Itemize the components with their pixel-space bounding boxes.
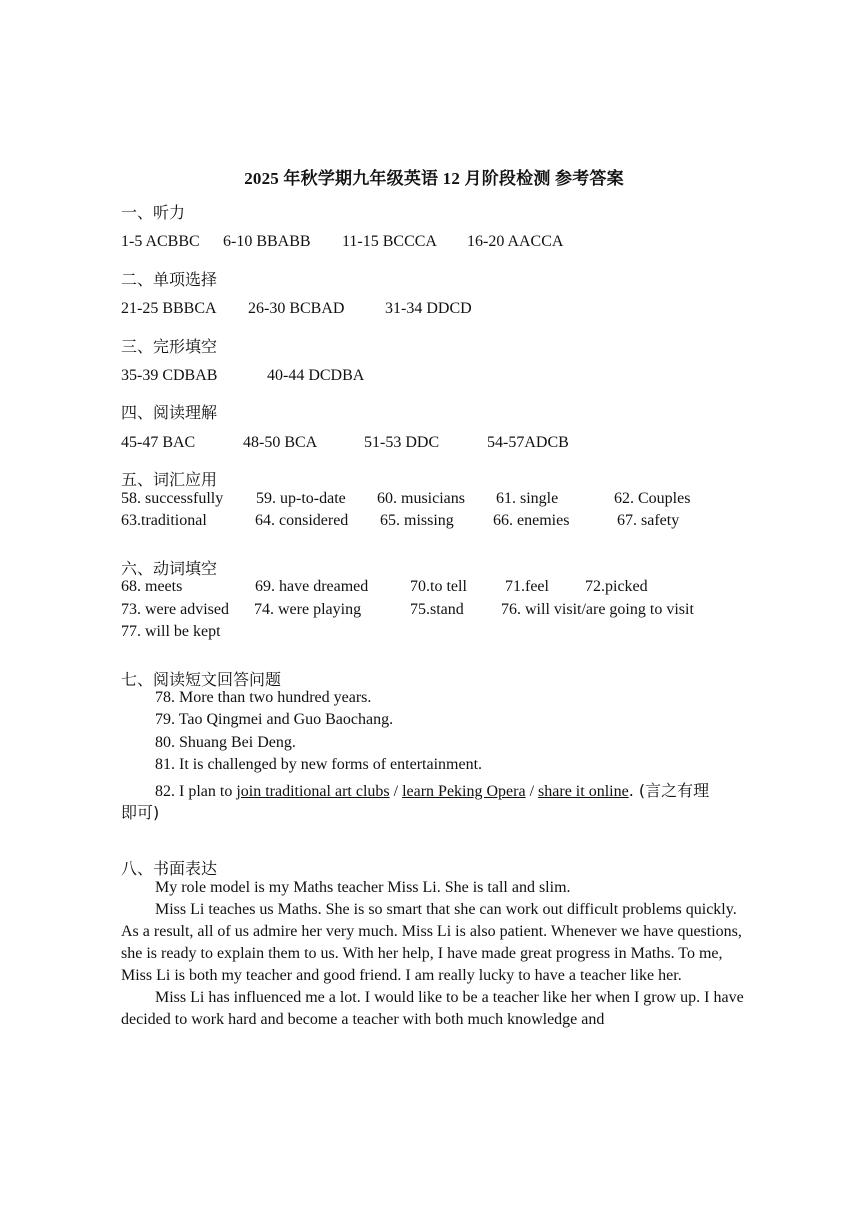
essay-paragraph: Miss Li has influenced me a lot. I would like to be a teacher like her when I grow up. I have decided to work hard and become a teacher with both much knowledge and	[121, 989, 744, 1028]
section-heading-reading: 四、阅读理解	[121, 403, 218, 422]
vocab-answer: 58. successfully	[121, 490, 224, 507]
qa-answer: 80. Shuang Bei Deng.	[155, 734, 296, 751]
vocab-answer: 59. up-to-date	[256, 490, 346, 507]
verb-answer: 75.stand	[410, 601, 464, 618]
essay-paragraph: My role model is my Maths teacher Miss Li. She is tall and slim.	[155, 879, 571, 896]
page-title: 2025 年秋学期九年级英语 12 月阶段检测 参考答案	[244, 169, 624, 188]
vocab-answer: 65. missing	[380, 512, 454, 529]
option-peking-opera: learn Peking Opera	[402, 783, 526, 800]
answer-group: 35-39 CDBAB	[121, 367, 218, 384]
vocab-answer: 67. safety	[617, 512, 680, 529]
vocab-answer: 60. musicians	[377, 490, 465, 507]
answer-group: 48-50 BCA	[243, 434, 318, 451]
vocab-answer: 66. enemies	[493, 512, 570, 529]
verb-answer: 73. were advised	[121, 601, 229, 618]
qa-answer-82-continued: 即可)	[121, 803, 160, 822]
section-heading-writing: 八、书面表达	[121, 859, 218, 878]
answer-group: 11-15 BCCCA	[342, 233, 437, 250]
section-heading-verbs: 六、动词填空	[121, 559, 218, 578]
answer-group: 40-44 DCDBA	[267, 367, 365, 384]
answer-group: 31-34 DDCD	[385, 300, 472, 317]
answer-group: 45-47 BAC	[121, 434, 196, 451]
answer-group: 1-5 ACBBC	[121, 233, 200, 250]
answer-group: 6-10 BBABB	[223, 233, 311, 250]
qa-answer: 79. Tao Qingmei and Guo Baochang.	[155, 711, 394, 728]
verb-answer: 71.feel	[505, 578, 549, 595]
answer-group: 51-53 DDC	[364, 434, 440, 451]
essay-paragraph: Miss Li teaches us Maths. She is so smart that she can work out difficult problems quickly. As a result, all of us admire her very much. Miss Li is also patient. Whenever we have questions, she is ready to explain them to us. With her help, I have made great progress in Maths. To me, Miss Li is both my teacher and good friend. I am really lucky to have a teacher like her.	[121, 901, 742, 984]
section-heading-single-choice: 二、单项选择	[121, 270, 218, 289]
essay-text	[121, 877, 746, 1031]
answer-group: 54-57ADCB	[487, 434, 569, 451]
answer-group: 21-25 BBBCA	[121, 300, 217, 317]
verb-answer: 68. meets	[121, 578, 183, 595]
option-traditional-art-clubs: join traditional art clubs	[236, 783, 390, 800]
vocab-answer: 64. considered	[255, 512, 349, 529]
verb-answer: 76. will visit/are going to visit	[501, 601, 694, 618]
vocab-answer: 63.traditional	[121, 512, 207, 529]
qa-answer-82: 82. I plan to join traditional art clubs / learn Peking Opera / share it online. (言之有理	[155, 781, 710, 800]
section-heading-vocab: 五、词汇应用	[121, 470, 218, 489]
answer-group: 26-30 BCBAD	[248, 300, 345, 317]
verb-answer: 70.to tell	[410, 578, 467, 595]
qa-answer: 78. More than two hundred years.	[155, 689, 372, 706]
verb-answer: 77. will be kept	[121, 623, 221, 640]
section-heading-cloze: 三、完形填空	[121, 337, 218, 356]
answer-group: 16-20 AACCA	[467, 233, 564, 250]
vocab-answer: 62. Couples	[614, 490, 691, 507]
qa-answer: 81. It is challenged by new forms of entertainment.	[155, 756, 483, 773]
section-heading-qa: 七、阅读短文回答问题	[121, 670, 282, 689]
verb-answer: 72.picked	[585, 578, 648, 595]
vocab-answer: 61. single	[496, 490, 559, 507]
verb-answer: 69. have dreamed	[255, 578, 369, 595]
option-share-online: share it online	[538, 783, 629, 800]
section-heading-listening: 一、听力	[121, 203, 186, 222]
verb-answer: 74. were playing	[254, 601, 362, 618]
